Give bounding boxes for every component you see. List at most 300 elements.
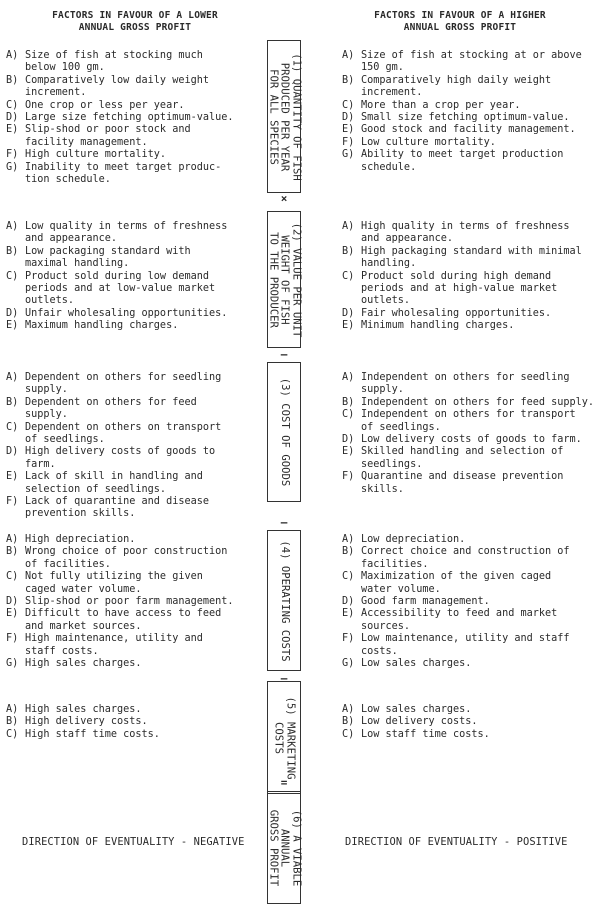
factor-item-key: C): [6, 99, 19, 111]
factor-item-key: C): [342, 99, 355, 111]
factor-item-line: Skilled handling and selection of: [361, 446, 564, 458]
factor-item-key: C): [342, 571, 355, 583]
factor-item-text: [25, 422, 221, 447]
factor-item-line: seedlings.: [361, 458, 423, 470]
factor-item-key: E): [6, 124, 19, 136]
factor-item-line: Small size fetching optimum-value.: [361, 112, 570, 124]
factor-item-line: supply.: [25, 384, 68, 396]
factor-item-text: [361, 50, 582, 75]
factor-item: [342, 471, 594, 496]
factor-item-key: E): [6, 471, 19, 483]
factor-item-text: [25, 729, 160, 741]
factor-item-text: [25, 658, 142, 670]
factor-item-line: Quarantine and disease prevention: [361, 471, 564, 483]
factor-item-line: handling.: [361, 258, 417, 270]
factor-item: [342, 397, 594, 409]
factor-item-line: farm.: [25, 458, 56, 470]
factor-item: [342, 409, 594, 434]
factor-item-text: [25, 162, 221, 187]
factor-item-text: [361, 246, 582, 271]
factor-item-text: [361, 75, 551, 100]
factor-item-line: Low maintenance, utility and staff: [361, 633, 570, 645]
equation-box-line: WEIGHT OF FISH: [278, 234, 291, 325]
factor-list-right: [342, 50, 582, 174]
factor-item: [342, 571, 570, 596]
factor-item: [342, 716, 490, 728]
factor-item-text: [25, 246, 191, 271]
factor-item: [342, 372, 594, 397]
factor-item: [342, 50, 582, 75]
equation-box-line: COSTS: [273, 721, 285, 754]
factor-item-text: [361, 124, 576, 136]
factor-item-line: More than a crop per year.: [361, 99, 521, 111]
equation-box-label: [267, 809, 302, 886]
factor-item: [6, 716, 160, 728]
factor-item-line: Independent on others for seedling: [361, 372, 570, 383]
factor-item-line: costs.: [361, 645, 398, 657]
factor-item-line: increment.: [25, 87, 87, 99]
factor-item-line: High sales charges.: [25, 704, 142, 715]
factor-item-line: of seedlings.: [25, 434, 105, 446]
factor-item: [6, 496, 221, 521]
factor-item-line: Low packaging standard with: [25, 245, 191, 257]
factor-item-key: B): [6, 396, 19, 408]
factor-item-line: Good farm management.: [361, 596, 490, 608]
factor-item-key: D): [342, 112, 355, 124]
factor-item-text: [25, 50, 203, 75]
factor-item-line: Fair wholesaling opportunities.: [361, 307, 552, 319]
factor-item-key: B): [6, 245, 19, 257]
factor-item-text: [25, 534, 135, 546]
equation-box-4: [267, 530, 301, 671]
factor-item-key: A): [342, 372, 355, 383]
factor-item-text: [361, 633, 570, 658]
factor-item-line: Minimum handling charges.: [361, 320, 515, 332]
factor-list-right: [342, 704, 490, 741]
factor-item-key: A): [342, 534, 355, 545]
factor-item-key: C): [342, 270, 355, 282]
factor-item: [342, 546, 570, 571]
factor-item-key: B): [342, 546, 355, 558]
factor-item-line: outlets.: [25, 295, 75, 307]
factor-item-line: Low sales charges.: [361, 658, 472, 670]
factor-item-key: C): [6, 421, 19, 433]
factor-item-line: Comparatively low daily weight: [25, 74, 210, 86]
factor-list-right: [342, 221, 582, 333]
factor-item: [342, 658, 570, 670]
factor-item-text: [361, 608, 557, 633]
factor-item-text: [25, 75, 209, 100]
factor-item: [6, 271, 227, 308]
factor-item-key: G): [6, 658, 19, 670]
factor-item-text: [25, 320, 178, 332]
factor-item: [342, 75, 582, 100]
factor-item-text: [361, 658, 471, 670]
factor-item-line: High depreciation.: [25, 534, 136, 545]
factor-item-text: [361, 534, 465, 546]
factor-item-line: maximal handling.: [25, 258, 130, 270]
factor-item-text: [361, 271, 557, 308]
equation-box-6: [267, 791, 301, 904]
factor-item-line: staff costs.: [25, 645, 99, 657]
factor-item-line: Dependent on others for seedling: [25, 372, 222, 383]
factor-item: [342, 246, 582, 271]
factor-item-line: facilities.: [361, 558, 429, 570]
factor-item-key: F): [342, 633, 355, 645]
factor-item-key: D): [6, 446, 19, 458]
factor-item-text: [361, 409, 576, 434]
factor-item-text: [25, 372, 221, 397]
factor-item-text: [25, 496, 209, 521]
equation-box-line: (3) COST OF GOODS: [278, 377, 291, 487]
factor-item-text: [25, 397, 197, 422]
factor-item-text: [361, 100, 520, 112]
factor-item: [6, 162, 234, 187]
equation-operator: =: [280, 776, 288, 789]
header-right-line-1: FACTORS IN FAVOUR OF A HIGHER: [374, 10, 546, 21]
equation-box-label: [273, 696, 296, 779]
factor-item-text: [361, 137, 496, 149]
factor-item-line: Low delivery costs of goods to farm.: [361, 434, 582, 446]
factor-item-line: Slip-shod or poor stock and: [25, 124, 191, 136]
factor-item-key: D): [6, 307, 19, 319]
factor-item-line: High quality in terms of freshness: [361, 221, 570, 232]
factor-item: [6, 50, 234, 75]
factor-item-line: supply.: [25, 409, 68, 421]
factor-item-key: D): [342, 596, 355, 608]
factor-item: [6, 658, 234, 670]
factor-item-line: Lack of skill in handling and: [25, 471, 203, 483]
factor-item-text: [25, 571, 203, 596]
factor-item-key: C): [6, 728, 19, 740]
factor-item: [6, 596, 234, 608]
equation-box-label: [278, 378, 290, 486]
factor-item-line: Large size fetching optimum-value.: [25, 112, 234, 124]
factor-item-key: A): [342, 50, 355, 61]
factor-item-line: One crop or less per year.: [25, 99, 185, 111]
factor-item-key: F): [6, 149, 19, 161]
factor-item-key: F): [6, 633, 19, 645]
factor-list-left: [6, 704, 160, 741]
factor-item-key: A): [6, 50, 19, 61]
factor-item-line: and appearance.: [361, 233, 454, 245]
factor-item-text: [25, 608, 221, 633]
factor-item-text: [25, 271, 215, 308]
factor-list-right: [342, 372, 594, 496]
factor-item: [6, 704, 160, 716]
footer-positive: DIRECTION OF EVENTUALITY - POSITIVE: [345, 836, 568, 848]
equation-box-line: ANNUAL: [278, 828, 291, 867]
factor-item-line: Product sold during low demand: [25, 270, 210, 282]
factor-item-text: [361, 112, 570, 124]
factor-item-key: E): [6, 608, 19, 620]
factor-item-key: E): [342, 608, 355, 620]
factor-item: [6, 608, 234, 633]
factor-item-text: [361, 372, 570, 397]
factor-item-line: Maximization of the given caged: [361, 571, 552, 583]
factor-item-line: 150 gm.: [361, 62, 404, 74]
equation-box-line: (2) VALUE PER UNIT: [290, 222, 303, 337]
factor-item-line: facility management.: [25, 136, 148, 148]
factor-item-key: D): [342, 307, 355, 319]
factor-item-key: C): [6, 571, 19, 583]
header-right: [335, 10, 585, 34]
factor-item-key: D): [6, 112, 19, 124]
factor-item: [6, 397, 221, 422]
factor-item: [6, 246, 227, 271]
factor-list-right: [342, 534, 570, 670]
factor-item-text: [361, 434, 582, 446]
factor-item-text: [25, 546, 227, 571]
equation-box-line: (5) MARKETING: [284, 696, 297, 779]
factor-item-text: [25, 112, 234, 124]
factor-item-text: [361, 308, 551, 320]
factor-item-line: sources.: [361, 620, 411, 632]
factor-item-line: Low quality in terms of freshness: [25, 221, 228, 232]
factor-item-line: Correct choice and construction of: [361, 546, 570, 558]
factor-item-line: Low delivery costs.: [361, 716, 478, 728]
factor-item-line: Unfair wholesaling opportunities.: [25, 307, 228, 319]
factor-item: [6, 320, 227, 332]
factor-item-line: of facilities.: [25, 558, 111, 570]
factor-item-line: outlets.: [361, 295, 411, 307]
header-left-line-1: FACTORS IN FAVOUR OF A LOWER: [52, 10, 218, 21]
factor-item-text: [361, 704, 471, 716]
factor-item-line: Size of fish at stocking at or above: [361, 50, 582, 61]
factor-item-key: G): [342, 149, 355, 161]
factor-item-line: Comparatively high daily weight: [361, 74, 552, 86]
factor-item: [342, 446, 594, 471]
equation-box-line: TO THE PRODUCER: [267, 231, 280, 328]
factor-item: [342, 149, 582, 174]
equation-box-line: GROSS PROFIT: [267, 809, 280, 886]
factor-item-key: A): [342, 704, 355, 715]
factor-item-text: [25, 308, 227, 320]
factor-item-line: Difficult to have access to feed: [25, 608, 222, 620]
header-left: [10, 10, 260, 34]
factor-item: [6, 308, 227, 320]
factor-item-text: [361, 729, 490, 741]
footer-negative: DIRECTION OF EVENTUALITY - NEGATIVE: [22, 836, 245, 848]
factor-item-line: High culture mortality.: [25, 149, 167, 161]
factor-item-key: B): [342, 716, 355, 728]
factor-item-text: [361, 320, 514, 332]
factor-item-line: High sales charges.: [25, 658, 142, 670]
factor-item: [342, 633, 570, 658]
factor-item-key: E): [342, 320, 355, 332]
factor-item: [6, 112, 234, 124]
factor-item-key: A): [6, 372, 19, 383]
factor-item: [342, 112, 582, 124]
factor-item-text: [361, 546, 570, 571]
factor-item-line: Low depreciation.: [361, 534, 466, 545]
factor-item-line: High packaging standard with minimal: [361, 245, 582, 257]
equation-box-line: (1) QUANTITY OF FISH: [290, 52, 303, 181]
factor-item-key: D): [342, 434, 355, 446]
factor-item: [342, 137, 582, 149]
factor-item-line: water volume.: [361, 583, 441, 595]
factor-item-text: [361, 571, 551, 596]
factor-item-key: B): [6, 716, 19, 728]
equation-box-line: (4) OPERATING COSTS: [278, 539, 291, 662]
factor-item: [342, 729, 490, 741]
factor-item-key: A): [6, 221, 19, 232]
equation-operator: –: [280, 672, 288, 685]
factor-item-key: E): [6, 320, 19, 332]
factor-item-line: Accessibility to feed and market: [361, 608, 558, 620]
factor-item-key: C): [6, 270, 19, 282]
factor-item: [342, 271, 582, 308]
factor-item: [6, 124, 234, 149]
factor-item-text: [361, 716, 478, 728]
factor-item-line: High staff time costs.: [25, 728, 160, 740]
factor-item-key: B): [342, 74, 355, 86]
factor-item-line: Good stock and facility management.: [361, 124, 576, 136]
factor-item: [6, 100, 234, 112]
factor-item-line: below 100 gm.: [25, 62, 105, 74]
factor-item-line: and market sources.: [25, 620, 142, 632]
factor-item: [342, 434, 594, 446]
factor-list-left: [6, 50, 234, 186]
factor-item: [6, 446, 221, 471]
factor-item-line: Wrong choice of poor construction: [25, 546, 228, 558]
factor-item: [342, 100, 582, 112]
factor-item: [6, 149, 234, 161]
factor-item: [342, 320, 582, 332]
factor-list-left: [6, 221, 227, 333]
factor-item: [342, 608, 570, 633]
factor-item: [6, 221, 227, 246]
equation-box-1: [267, 40, 301, 193]
factor-list-left: [6, 372, 221, 521]
header-right-line-2: ANNUAL GROSS PROFIT: [403, 22, 517, 33]
factor-item: [6, 75, 234, 100]
factor-item-line: Low sales charges.: [361, 704, 472, 715]
factor-item-key: A): [6, 534, 19, 545]
factor-item-line: Low staff time costs.: [361, 728, 490, 740]
factor-item-text: [361, 397, 594, 409]
factor-item-line: Independent on others for feed supply.: [361, 396, 595, 408]
factor-item-line: Size of fish at stocking much: [25, 50, 203, 61]
factor-item: [6, 633, 234, 658]
factor-item-line: Independent on others for transport: [361, 409, 576, 421]
factor-item-text: [25, 124, 191, 149]
factor-item-key: C): [342, 728, 355, 740]
factor-item-key: D): [6, 596, 19, 608]
equation-box-line: (6) A VIABLE: [290, 809, 303, 886]
factor-item: [6, 422, 221, 447]
equation-operator: –: [280, 348, 288, 361]
factor-item-text: [361, 149, 563, 174]
factor-item: [342, 124, 582, 136]
factor-item: [342, 534, 570, 546]
factor-item-line: of seedlings.: [361, 421, 441, 433]
factor-item: [342, 308, 582, 320]
factor-item-line: schedule.: [361, 161, 417, 173]
factor-item: [6, 534, 234, 546]
factor-item-text: [25, 633, 203, 658]
factor-item-key: F): [6, 496, 19, 508]
factor-item-text: [25, 149, 166, 161]
factor-item-text: [25, 704, 142, 716]
header-left-line-2: ANNUAL GROSS PROFIT: [78, 22, 192, 33]
factor-item-text: [25, 471, 203, 496]
factor-item-key: B): [6, 546, 19, 558]
equation-box-line: FOR ALL SPECIES: [267, 68, 280, 165]
factor-item-line: and appearance.: [25, 233, 118, 245]
factor-item: [342, 596, 570, 608]
factor-item-line: tion schedule.: [25, 174, 111, 186]
factor-item-text: [25, 596, 234, 608]
factor-item: [342, 221, 582, 246]
equation-operator: ×: [280, 192, 288, 205]
factor-item-line: Lack of quarantine and disease: [25, 496, 210, 508]
factor-item-key: C): [342, 409, 355, 421]
factor-item-line: Ability to meet target production: [361, 149, 564, 161]
factor-item-key: G): [6, 161, 19, 173]
factor-item-key: F): [342, 136, 355, 148]
factor-item-line: Slip-shod or poor farm management.: [25, 596, 234, 608]
factor-item-text: [25, 221, 227, 246]
factor-item-line: High delivery costs.: [25, 716, 148, 728]
equation-box-label: [267, 222, 302, 337]
factor-item-line: periods and at high-value market: [361, 283, 558, 295]
factor-item-line: caged water volume.: [25, 583, 142, 595]
factor-item-line: increment.: [361, 87, 423, 99]
factor-list-left: [6, 534, 234, 670]
factor-item-text: [361, 221, 570, 246]
equation-box-label: [267, 53, 302, 181]
factor-item-line: Not fully utilizing the given: [25, 571, 203, 583]
factor-item-line: Low culture mortality.: [361, 136, 496, 148]
factor-item-line: Product sold during high demand: [361, 270, 552, 282]
factor-item-key: E): [342, 446, 355, 458]
factor-item: [6, 372, 221, 397]
factor-item-line: periods and at low-value market: [25, 283, 216, 295]
factor-item-key: B): [6, 74, 19, 86]
factor-item-line: Dependent on others on transport: [25, 421, 222, 433]
factor-item-key: G): [342, 658, 355, 670]
factor-item-line: Dependent on others for feed: [25, 396, 197, 408]
factor-item-key: B): [342, 396, 355, 408]
factor-item-line: Inability to meet target produc-: [25, 161, 222, 173]
factor-item-text: [361, 446, 563, 471]
factor-item-key: B): [342, 245, 355, 257]
factor-item-key: E): [342, 124, 355, 136]
equation-box-2: [267, 211, 301, 348]
factor-item-line: High maintenance, utility and: [25, 633, 203, 645]
factor-item-key: A): [6, 704, 19, 715]
factor-item: [6, 546, 234, 571]
factor-item-text: [25, 716, 148, 728]
equation-box-line: PRODUCED PER YEAR: [278, 62, 291, 171]
factor-item-line: skills.: [361, 483, 404, 495]
factor-item-text: [361, 471, 563, 496]
factor-item-line: prevention skills.: [25, 508, 136, 520]
factor-item-key: F): [342, 471, 355, 483]
factor-item: [6, 471, 221, 496]
factor-item: [6, 571, 234, 596]
factor-item-text: [25, 100, 184, 112]
factor-item-line: Maximum handling charges.: [25, 320, 179, 332]
factor-item: [6, 729, 160, 741]
factor-item-line: supply.: [361, 384, 404, 396]
factor-item-line: High delivery costs of goods to: [25, 446, 216, 458]
equation-operator: –: [280, 516, 288, 529]
factor-item-text: [25, 446, 215, 471]
equation-box-label: [278, 540, 290, 661]
factor-item-key: A): [342, 221, 355, 232]
